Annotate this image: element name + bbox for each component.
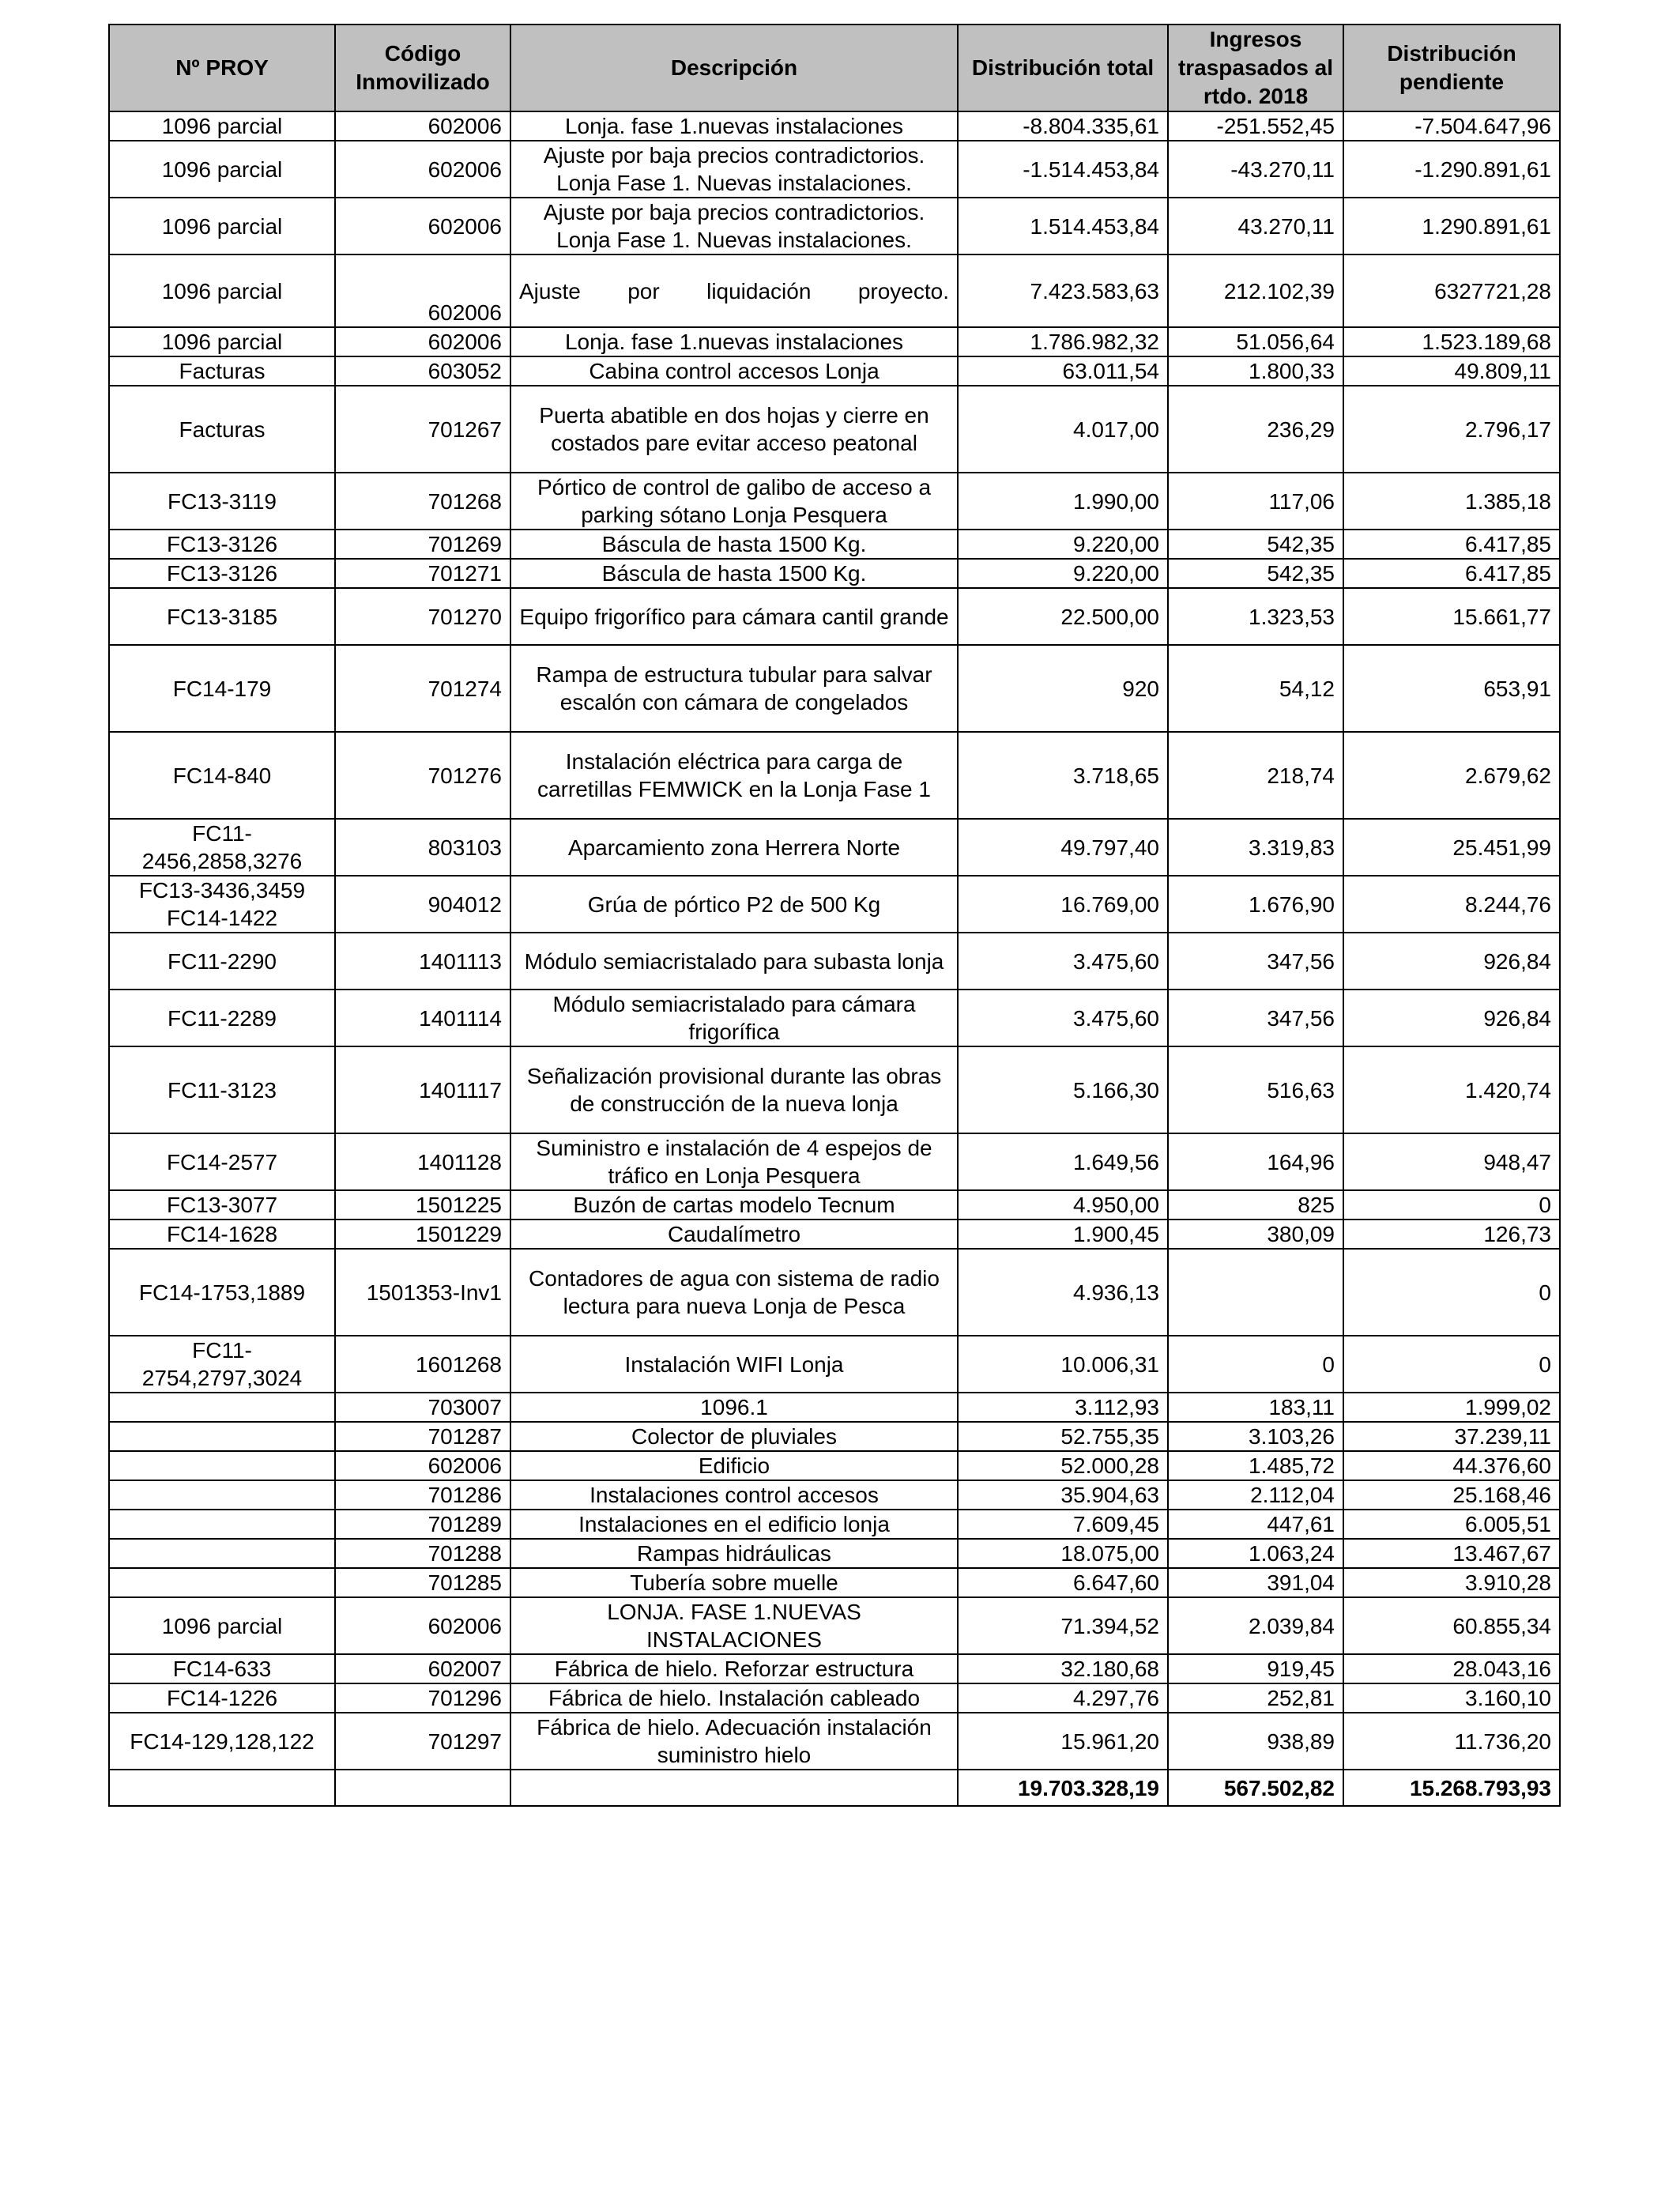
cell-codigo: 1401113 (335, 933, 510, 990)
cell-descripcion: Pórtico de control de galibo de acceso a parking sótano Lonja Pesquera (510, 473, 958, 530)
table-row (109, 559, 1560, 588)
table-row (109, 1422, 1560, 1451)
table-row (109, 732, 1560, 819)
cell-ingresos (1168, 1249, 1343, 1336)
cell-descripcion: Caudalímetro (510, 1220, 958, 1249)
cell-codigo: 904012 (335, 876, 510, 933)
table-row (109, 356, 1560, 386)
cell-ingresos: 825 (1168, 1190, 1343, 1220)
cell-distribucion-pendiente: 653,91 (1343, 645, 1560, 732)
cell-ingresos: 236,29 (1168, 386, 1343, 473)
cell-distribucion-total: 16.769,00 (958, 876, 1168, 933)
cell-proy: 1096 parcial (109, 254, 335, 327)
cell-distribucion-total: 4.017,00 (958, 386, 1168, 473)
cell-codigo: 701285 (335, 1568, 510, 1597)
cell-ingresos: 117,06 (1168, 473, 1343, 530)
cell-distribucion-total: 1.990,00 (958, 473, 1168, 530)
cell-proy: FC14-840 (109, 732, 335, 819)
cell-proy: FC11-2456,2858,3276 (109, 819, 335, 876)
cell-distribucion-total: 4.297,76 (958, 1683, 1168, 1713)
table-row (109, 1249, 1560, 1336)
cell-ingresos: 54,12 (1168, 645, 1343, 732)
cell-distribucion-pendiente: 25.168,46 (1343, 1480, 1560, 1510)
cell-distribucion-total: 1.786.982,32 (958, 327, 1168, 356)
cell-ingresos: 1.063,24 (1168, 1539, 1343, 1568)
cell-descripcion: Fábrica de hielo. Instalación cableado (510, 1683, 958, 1713)
cell-descripcion: Fábrica de hielo. Reforzar estructura (510, 1654, 958, 1683)
cell-distribucion-total: 10.006,31 (958, 1336, 1168, 1393)
cell-proy: FC14-179 (109, 645, 335, 732)
cell-distribucion-pendiente: 44.376,60 (1343, 1451, 1560, 1480)
cell-ingresos: 347,56 (1168, 933, 1343, 990)
cell-codigo: 701270 (335, 588, 510, 645)
cell-ingresos: 447,61 (1168, 1510, 1343, 1539)
cell-codigo: 602007 (335, 1654, 510, 1683)
cell-descripcion: Báscula de hasta 1500 Kg. (510, 530, 958, 559)
cell-distribucion-pendiente: 1.523.189,68 (1343, 327, 1560, 356)
cell-proy: Facturas (109, 356, 335, 386)
cell-distribucion-pendiente: 6327721,28 (1343, 254, 1560, 327)
table-row (109, 111, 1560, 141)
cell-descripcion: Ajuste por baja precios contradictorios. Lonja Fase 1. Nuevas instalaciones. (510, 198, 958, 254)
cell-proy: FC13-3436,3459 FC14-1422 (109, 876, 335, 933)
cell-distribucion-pendiente: 1.999,02 (1343, 1393, 1560, 1422)
table-row (109, 1713, 1560, 1770)
cell-distribucion-total: -8.804.335,61 (958, 111, 1168, 141)
cell-distribucion-pendiente: 1.290.891,61 (1343, 198, 1560, 254)
cell-distribucion-total: -1.514.453,84 (958, 141, 1168, 198)
cell-descripcion: Rampas hidráulicas (510, 1539, 958, 1568)
table-row (109, 588, 1560, 645)
cell-distribucion-total: 15.961,20 (958, 1713, 1168, 1770)
totals-row (109, 1770, 1560, 1806)
cell-codigo: 1401128 (335, 1133, 510, 1190)
table-row (109, 1654, 1560, 1683)
cell-ingresos: 2.112,04 (1168, 1480, 1343, 1510)
cell-ingresos: 1.323,53 (1168, 588, 1343, 645)
cell-descripcion: Lonja. fase 1.nuevas instalaciones (510, 111, 958, 141)
total-codigo (335, 1770, 510, 1806)
cell-codigo: 1401117 (335, 1046, 510, 1133)
cell-distribucion-pendiente: 126,73 (1343, 1220, 1560, 1249)
cell-distribucion-pendiente: 6.005,51 (1343, 1510, 1560, 1539)
table-row (109, 1539, 1560, 1568)
cell-distribucion-pendiente: -7.504.647,96 (1343, 111, 1560, 141)
total-distribucion-total: 19.703.328,19 (958, 1770, 1168, 1806)
cell-distribucion-pendiente: 926,84 (1343, 990, 1560, 1046)
cell-descripcion: Instalaciones control accesos (510, 1480, 958, 1510)
cell-distribucion-total: 35.904,63 (958, 1480, 1168, 1510)
cell-distribucion-pendiente: 948,47 (1343, 1133, 1560, 1190)
cell-codigo: 701289 (335, 1510, 510, 1539)
cell-proy: FC14-1628 (109, 1220, 335, 1249)
cell-distribucion-pendiente: 28.043,16 (1343, 1654, 1560, 1683)
cell-ingresos: -43.270,11 (1168, 141, 1343, 198)
cell-descripcion: Módulo semiacristalado para subasta lonja (510, 933, 958, 990)
cell-codigo: 602006 (335, 1597, 510, 1654)
cell-descripcion: Rampa de estructura tubular para salvar escalón con cámara de congelados (510, 645, 958, 732)
cell-proy: FC13-3077 (109, 1190, 335, 1220)
cell-distribucion-pendiente: 0 (1343, 1336, 1560, 1393)
col-header-distribucion-pendiente: Distribución pendiente (1343, 25, 1560, 111)
cell-proy: FC13-3185 (109, 588, 335, 645)
cell-proy: FC14-129,128,122 (109, 1713, 335, 1770)
cell-descripcion: Grúa de pórtico P2 de 500 Kg (510, 876, 958, 933)
cell-distribucion-total: 52.000,28 (958, 1451, 1168, 1480)
cell-descripcion: Edificio (510, 1451, 958, 1480)
total-ingresos: 567.502,82 (1168, 1770, 1343, 1806)
cell-proy: 1096 parcial (109, 1597, 335, 1654)
cell-ingresos: 43.270,11 (1168, 198, 1343, 254)
cell-descripcion: Instalación eléctrica para carga de carretillas FEMWICK en la Lonja Fase 1 (510, 732, 958, 819)
cell-proy: FC11-2289 (109, 990, 335, 1046)
cell-codigo: 701271 (335, 559, 510, 588)
cell-distribucion-pendiente: 0 (1343, 1249, 1560, 1336)
cell-ingresos: 1.800,33 (1168, 356, 1343, 386)
total-proy (109, 1770, 335, 1806)
cell-codigo: 602006 (335, 254, 510, 327)
investment-table (108, 24, 1561, 1807)
cell-ingresos: 542,35 (1168, 530, 1343, 559)
table-row (109, 933, 1560, 990)
cell-ingresos: -251.552,45 (1168, 111, 1343, 141)
total-descripcion (510, 1770, 958, 1806)
cell-distribucion-total: 71.394,52 (958, 1597, 1168, 1654)
cell-distribucion-total: 9.220,00 (958, 530, 1168, 559)
cell-descripcion: Ajuste por liquidación proyecto. (510, 254, 958, 327)
cell-codigo: 1601268 (335, 1336, 510, 1393)
cell-descripcion: Buzón de cartas modelo Tecnum (510, 1190, 958, 1220)
cell-codigo: 803103 (335, 819, 510, 876)
cell-codigo: 603052 (335, 356, 510, 386)
cell-proy: 1096 parcial (109, 198, 335, 254)
table-row (109, 473, 1560, 530)
cell-proy: FC11-2754,2797,3024 (109, 1336, 335, 1393)
cell-distribucion-pendiente: 11.736,20 (1343, 1713, 1560, 1770)
table-row (109, 819, 1560, 876)
cell-distribucion-pendiente: 926,84 (1343, 933, 1560, 990)
cell-proy: FC11-2290 (109, 933, 335, 990)
cell-ingresos: 218,74 (1168, 732, 1343, 819)
cell-codigo: 602006 (335, 1451, 510, 1480)
col-header-distribucion-total: Distribución total (958, 25, 1168, 111)
cell-distribucion-total: 5.166,30 (958, 1046, 1168, 1133)
cell-descripcion: Instalaciones en el edificio lonja (510, 1510, 958, 1539)
table-row (109, 198, 1560, 254)
cell-codigo: 701287 (335, 1422, 510, 1451)
cell-descripcion: Instalación WIFI Lonja (510, 1336, 958, 1393)
cell-distribucion-pendiente: 2.679,62 (1343, 732, 1560, 819)
table-row (109, 530, 1560, 559)
cell-proy: FC11-3123 (109, 1046, 335, 1133)
cell-proy (109, 1393, 335, 1422)
cell-descripcion: Fábrica de hielo. Adecuación instalación suministro hielo (510, 1713, 958, 1770)
table-body (109, 111, 1560, 1806)
cell-codigo: 703007 (335, 1393, 510, 1422)
cell-distribucion-pendiente: 6.417,85 (1343, 559, 1560, 588)
cell-proy: FC14-1753,1889 (109, 1249, 335, 1336)
cell-distribucion-total: 52.755,35 (958, 1422, 1168, 1451)
cell-proy (109, 1510, 335, 1539)
cell-proy (109, 1539, 335, 1568)
cell-codigo: 1501229 (335, 1220, 510, 1249)
cell-distribucion-pendiente: 2.796,17 (1343, 386, 1560, 473)
cell-proy: FC14-1226 (109, 1683, 335, 1713)
cell-distribucion-total: 3.112,93 (958, 1393, 1168, 1422)
cell-descripcion: Puerta abatible en dos hojas y cierre en costados pare evitar acceso peatonal (510, 386, 958, 473)
cell-descripcion: Módulo semiacristalado para cámara frigorífica (510, 990, 958, 1046)
col-header-ingresos: Ingresos traspasados al rtdo. 2018 (1168, 25, 1343, 111)
cell-proy (109, 1451, 335, 1480)
cell-proy: FC14-2577 (109, 1133, 335, 1190)
cell-distribucion-pendiente: -1.290.891,61 (1343, 141, 1560, 198)
cell-descripcion: Ajuste por baja precios contradictorios. Lonja Fase 1. Nuevas instalaciones. (510, 141, 958, 198)
cell-distribucion-total: 920 (958, 645, 1168, 732)
cell-proy: FC13-3126 (109, 559, 335, 588)
cell-proy: Facturas (109, 386, 335, 473)
cell-distribucion-total: 6.647,60 (958, 1568, 1168, 1597)
table-row (109, 141, 1560, 198)
table-row (109, 1336, 1560, 1393)
cell-descripcion: 1096.1 (510, 1393, 958, 1422)
cell-distribucion-total: 3.475,60 (958, 933, 1168, 990)
cell-ingresos: 380,09 (1168, 1220, 1343, 1249)
cell-distribucion-pendiente: 13.467,67 (1343, 1539, 1560, 1568)
cell-distribucion-total: 22.500,00 (958, 588, 1168, 645)
cell-proy: FC13-3126 (109, 530, 335, 559)
cell-ingresos: 212.102,39 (1168, 254, 1343, 327)
cell-distribucion-pendiente: 8.244,76 (1343, 876, 1560, 933)
cell-ingresos: 3.103,26 (1168, 1422, 1343, 1451)
cell-codigo: 701274 (335, 645, 510, 732)
cell-distribucion-pendiente: 1.420,74 (1343, 1046, 1560, 1133)
cell-descripcion: Lonja. fase 1.nuevas instalaciones (510, 327, 958, 356)
cell-ingresos: 542,35 (1168, 559, 1343, 588)
cell-distribucion-pendiente: 1.385,18 (1343, 473, 1560, 530)
table-row (109, 876, 1560, 933)
cell-distribucion-pendiente: 15.661,77 (1343, 588, 1560, 645)
table-row (109, 1683, 1560, 1713)
cell-codigo: 701288 (335, 1539, 510, 1568)
cell-distribucion-total: 1.514.453,84 (958, 198, 1168, 254)
cell-codigo: 701297 (335, 1713, 510, 1770)
cell-distribucion-total: 49.797,40 (958, 819, 1168, 876)
cell-proy: 1096 parcial (109, 111, 335, 141)
cell-codigo: 1401114 (335, 990, 510, 1046)
cell-ingresos: 516,63 (1168, 1046, 1343, 1133)
cell-ingresos: 1.485,72 (1168, 1451, 1343, 1480)
cell-codigo: 602006 (335, 327, 510, 356)
cell-proy: FC13-3119 (109, 473, 335, 530)
cell-distribucion-total: 4.950,00 (958, 1190, 1168, 1220)
header-row (109, 25, 1560, 111)
cell-ingresos: 347,56 (1168, 990, 1343, 1046)
table-row (109, 1568, 1560, 1597)
cell-descripcion: Cabina control accesos Lonja (510, 356, 958, 386)
table-row (109, 1190, 1560, 1220)
cell-codigo: 701268 (335, 473, 510, 530)
cell-ingresos: 2.039,84 (1168, 1597, 1343, 1654)
cell-codigo: 1501225 (335, 1190, 510, 1220)
cell-ingresos: 3.319,83 (1168, 819, 1343, 876)
cell-ingresos: 0 (1168, 1336, 1343, 1393)
table-row (109, 1510, 1560, 1539)
cell-distribucion-total: 7.609,45 (958, 1510, 1168, 1539)
table-row (109, 1046, 1560, 1133)
cell-distribucion-total: 9.220,00 (958, 559, 1168, 588)
cell-descripcion: Suministro e instalación de 4 espejos de tráfico en Lonja Pesquera (510, 1133, 958, 1190)
cell-codigo: 602006 (335, 141, 510, 198)
col-header-proy: Nº PROY (109, 25, 335, 111)
cell-proy (109, 1422, 335, 1451)
table-row (109, 254, 1560, 327)
cell-ingresos: 1.676,90 (1168, 876, 1343, 933)
cell-codigo: 701296 (335, 1683, 510, 1713)
total-distribucion-pendiente: 15.268.793,93 (1343, 1770, 1560, 1806)
col-header-descripcion: Descripción (510, 25, 958, 111)
cell-proy: FC14-633 (109, 1654, 335, 1683)
cell-distribucion-total: 1.649,56 (958, 1133, 1168, 1190)
table-row (109, 386, 1560, 473)
cell-codigo: 701286 (335, 1480, 510, 1510)
cell-proy (109, 1568, 335, 1597)
table-row (109, 1393, 1560, 1422)
cell-codigo: 701276 (335, 732, 510, 819)
cell-descripcion: Señalización provisional durante las obras de construcción de la nueva lonja (510, 1046, 958, 1133)
cell-distribucion-pendiente: 25.451,99 (1343, 819, 1560, 876)
cell-distribucion-total: 4.936,13 (958, 1249, 1168, 1336)
cell-distribucion-pendiente: 37.239,11 (1343, 1422, 1560, 1451)
cell-distribucion-total: 63.011,54 (958, 356, 1168, 386)
cell-distribucion-total: 18.075,00 (958, 1539, 1168, 1568)
cell-descripcion: Equipo frigorífico para cámara cantil grande (510, 588, 958, 645)
cell-distribucion-pendiente: 3.910,28 (1343, 1568, 1560, 1597)
cell-codigo: 701267 (335, 386, 510, 473)
table-row (109, 1597, 1560, 1654)
col-header-codigo: Código Inmovilizado (335, 25, 510, 111)
cell-descripcion: Tubería sobre muelle (510, 1568, 958, 1597)
cell-proy (109, 1480, 335, 1510)
table-row (109, 990, 1560, 1046)
cell-distribucion-total: 1.900,45 (958, 1220, 1168, 1249)
cell-distribucion-total: 7.423.583,63 (958, 254, 1168, 327)
cell-distribucion-pendiente: 60.855,34 (1343, 1597, 1560, 1654)
cell-proy: 1096 parcial (109, 141, 335, 198)
table-row (109, 1220, 1560, 1249)
cell-ingresos: 252,81 (1168, 1683, 1343, 1713)
cell-descripcion: Colector de pluviales (510, 1422, 958, 1451)
cell-ingresos: 164,96 (1168, 1133, 1343, 1190)
cell-descripcion: Aparcamiento zona Herrera Norte (510, 819, 958, 876)
cell-distribucion-total: 3.475,60 (958, 990, 1168, 1046)
cell-ingresos: 391,04 (1168, 1568, 1343, 1597)
table-row (109, 1133, 1560, 1190)
cell-codigo: 602006 (335, 198, 510, 254)
cell-descripcion: Báscula de hasta 1500 Kg. (510, 559, 958, 588)
table-row (109, 1480, 1560, 1510)
cell-codigo: 701269 (335, 530, 510, 559)
cell-distribucion-pendiente: 0 (1343, 1190, 1560, 1220)
table-row (109, 1451, 1560, 1480)
cell-distribucion-total: 3.718,65 (958, 732, 1168, 819)
cell-ingresos: 919,45 (1168, 1654, 1343, 1683)
cell-distribucion-pendiente: 49.809,11 (1343, 356, 1560, 386)
table-row (109, 645, 1560, 732)
cell-ingresos: 51.056,64 (1168, 327, 1343, 356)
cell-distribucion-pendiente: 3.160,10 (1343, 1683, 1560, 1713)
cell-codigo: 602006 (335, 111, 510, 141)
cell-proy: 1096 parcial (109, 327, 335, 356)
cell-ingresos: 183,11 (1168, 1393, 1343, 1422)
cell-distribucion-pendiente: 6.417,85 (1343, 530, 1560, 559)
table-row (109, 327, 1560, 356)
cell-descripcion: Contadores de agua con sistema de radio lectura para nueva Lonja de Pesca (510, 1249, 958, 1336)
cell-distribucion-total: 32.180,68 (958, 1654, 1168, 1683)
cell-descripcion: LONJA. FASE 1.NUEVAS INSTALACIONES (510, 1597, 958, 1654)
cell-ingresos: 938,89 (1168, 1713, 1343, 1770)
cell-codigo: 1501353-Inv1 (335, 1249, 510, 1336)
